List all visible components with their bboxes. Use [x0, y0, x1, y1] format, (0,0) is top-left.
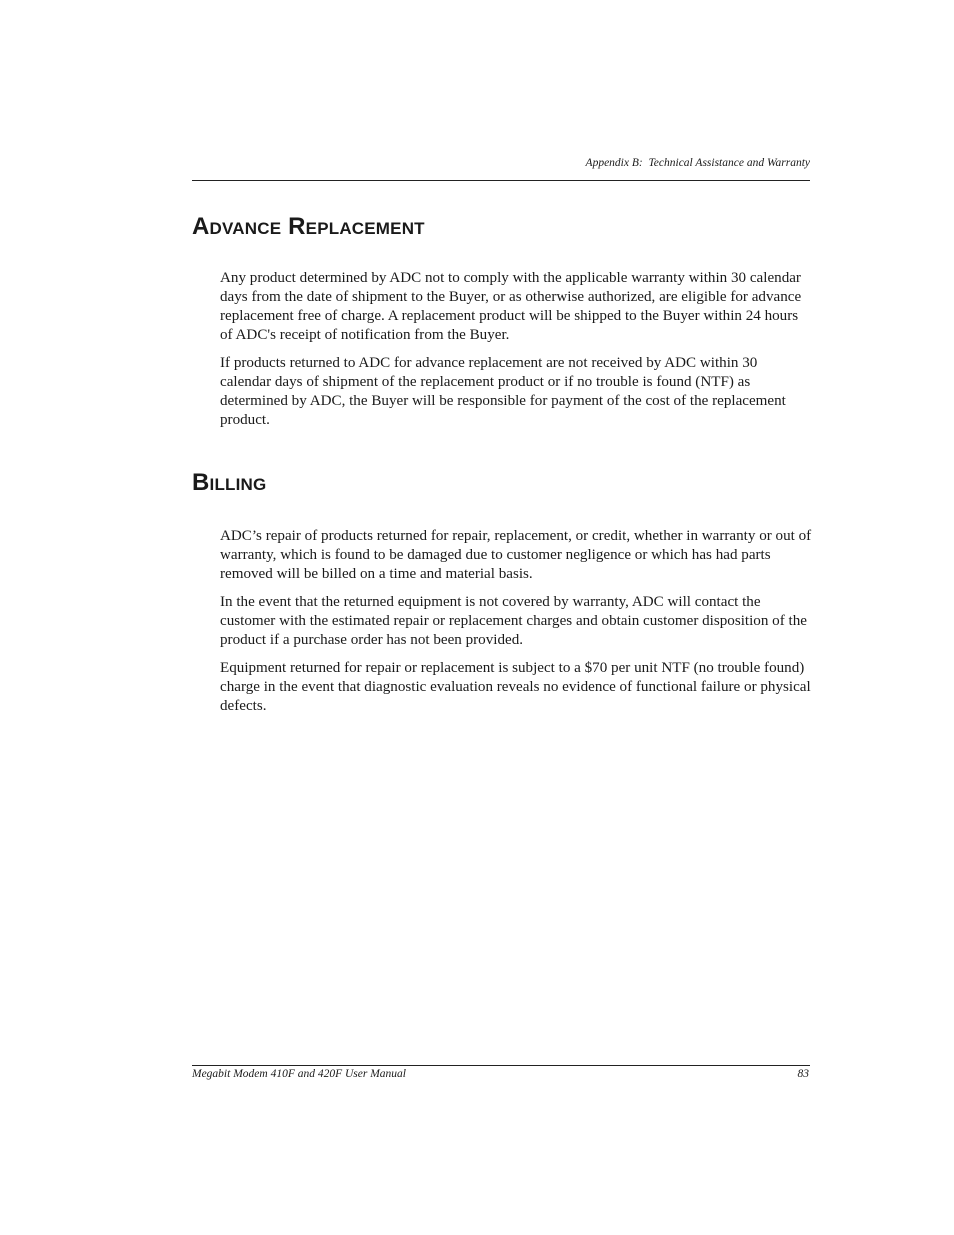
- header-rule: [192, 180, 810, 181]
- footer-rule: [192, 1065, 810, 1066]
- page-number: 83: [797, 1068, 809, 1080]
- paragraph: In the event that the returned equipment is not covered by warranty, ADC will contact the customer with the estimated repair or replacement charges and obtain customer disposition of the product if a purchase order has not been provided.: [220, 594, 807, 648]
- paragraph: If products returned to ADC for advance replacement are not received by ADC within 30 calendar days of shipment of the replacement product or if no trouble is found (NTF) as determined by ADC, the Buyer will be responsible for payment of the cost of the replacement product.: [220, 355, 786, 428]
- paragraph: Any product determined by ADC not to comply with the applicable warranty within 30 calendar days from the date of shipment to the Buyer, or as otherwise authorized, are eligible for advance replacement free of charge. A replacement product will be shipped to the Buyer within 24 hours of ADC's receipt of notification from the Buyer.: [220, 270, 802, 343]
- footer-manual-title: Megabit Modem 410F and 420F User Manual: [192, 1068, 406, 1080]
- paragraph: ADC’s repair of products returned for repair, replacement, or credit, whether in warranty or out of warranty, which is found to be damaged due to customer negligence or which has had parts removed will be billed on a time and material basis.: [220, 528, 812, 582]
- paragraph: Equipment returned for repair or replacement is subject to a $70 per unit NTF (no trouble found) charge in the event that diagnostic evaluation reveals no evidence of functional failure or physical defects.: [220, 660, 811, 714]
- section-heading-billing: Billing: [192, 469, 267, 496]
- section-body-billing: [220, 527, 812, 725]
- running-header: Appendix B: Technical Assistance and Warranty: [585, 157, 810, 169]
- section-body-advance-replacement: [220, 269, 812, 439]
- section-heading-advance-replacement: Advance Replacement: [192, 213, 425, 240]
